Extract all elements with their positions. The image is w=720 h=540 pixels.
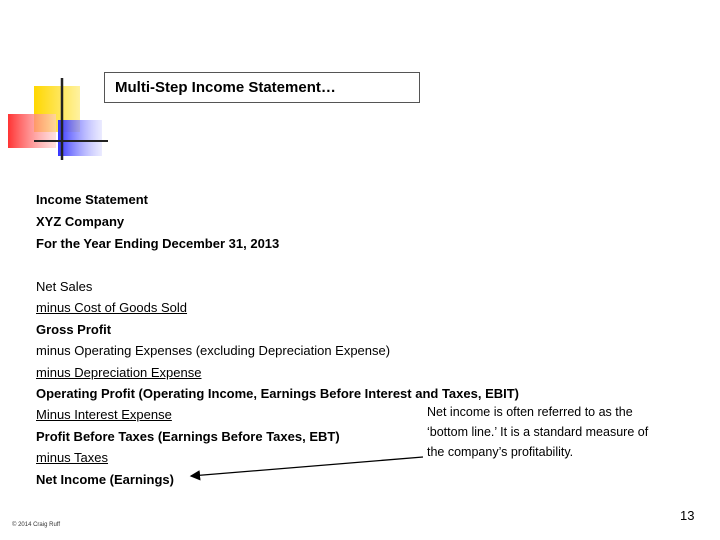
line-net-income: Net Income (Earnings) bbox=[36, 471, 174, 487]
note-line: the company’s profitability. bbox=[427, 445, 574, 459]
company-name: XYZ Company bbox=[36, 214, 125, 229]
slide-title: Multi-Step Income Statement… bbox=[104, 72, 420, 103]
line-depreciation: minus Depreciation Expense bbox=[36, 364, 202, 380]
line-taxes: minus Taxes bbox=[36, 450, 109, 466]
net-income-note bbox=[427, 402, 712, 462]
note-line: Net income is often referred to as the bbox=[427, 405, 633, 419]
note-line: ‘bottom line.’ It is a standard measure of bbox=[427, 425, 649, 439]
line-net-sales: Net Sales bbox=[36, 279, 93, 294]
line-profit-before-taxes: Profit Before Taxes (Earnings Before Taxes, EBT) bbox=[36, 428, 340, 444]
logo-blue-square bbox=[58, 120, 102, 156]
line-interest-expense: Minus Interest Expense bbox=[36, 407, 172, 423]
line-operating-profit: Operating Profit (Operating Income, Earnings Before Interest and Taxes, EBIT) bbox=[36, 386, 520, 402]
line-operating-expenses: minus Operating Expenses (excluding Depreciation Expense) bbox=[36, 343, 391, 359]
line-gross-profit: Gross Profit bbox=[36, 321, 112, 337]
copyright: © 2014 Craig Ruff bbox=[12, 522, 61, 528]
statement-title: Income Statement bbox=[36, 192, 148, 207]
slide-logo bbox=[0, 0, 110, 170]
statement-header bbox=[36, 189, 279, 255]
statement-period: For the Year Ending December 31, 2013 bbox=[36, 236, 280, 251]
page-number: 13 bbox=[680, 508, 695, 523]
logo-red-square bbox=[8, 114, 56, 148]
line-cogs: minus Cost of Goods Sold bbox=[36, 300, 188, 316]
